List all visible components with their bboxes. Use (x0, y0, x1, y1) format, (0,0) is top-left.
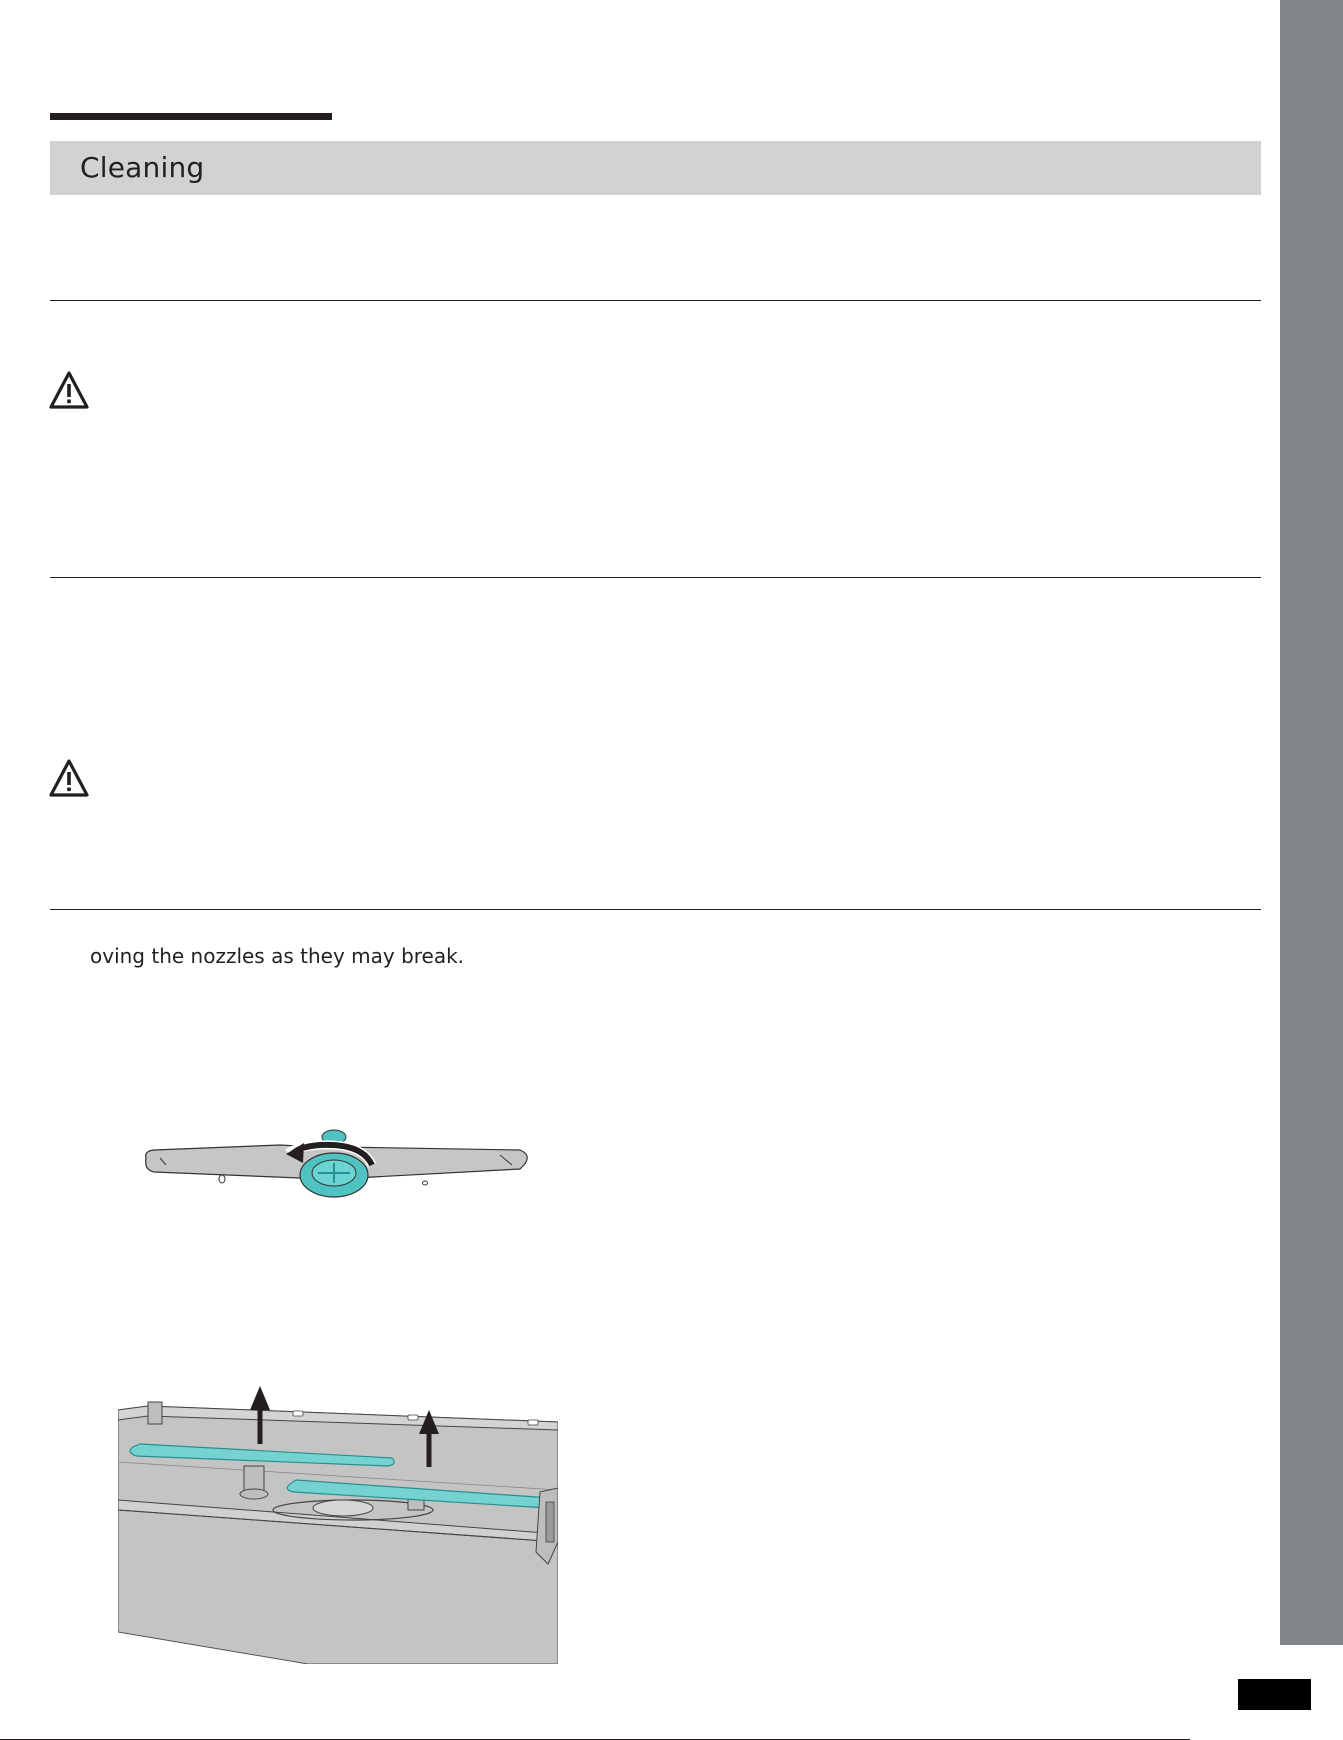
divider-1 (50, 300, 1261, 301)
section-title: Cleaning (80, 151, 205, 184)
body-text: oving the nozzles as they may break. (90, 944, 465, 968)
divider-3 (50, 909, 1261, 910)
side-tab (1280, 0, 1343, 1645)
page-number-box (1238, 1679, 1311, 1710)
divider-2 (50, 577, 1261, 578)
warning-triangle-icon (48, 370, 90, 410)
top-rule (50, 113, 332, 120)
warning-triangle-icon (48, 758, 90, 798)
section-header (50, 141, 1261, 195)
spray-arm-figure (140, 1125, 530, 1205)
spray-arms-lift-figure (118, 1382, 558, 1664)
